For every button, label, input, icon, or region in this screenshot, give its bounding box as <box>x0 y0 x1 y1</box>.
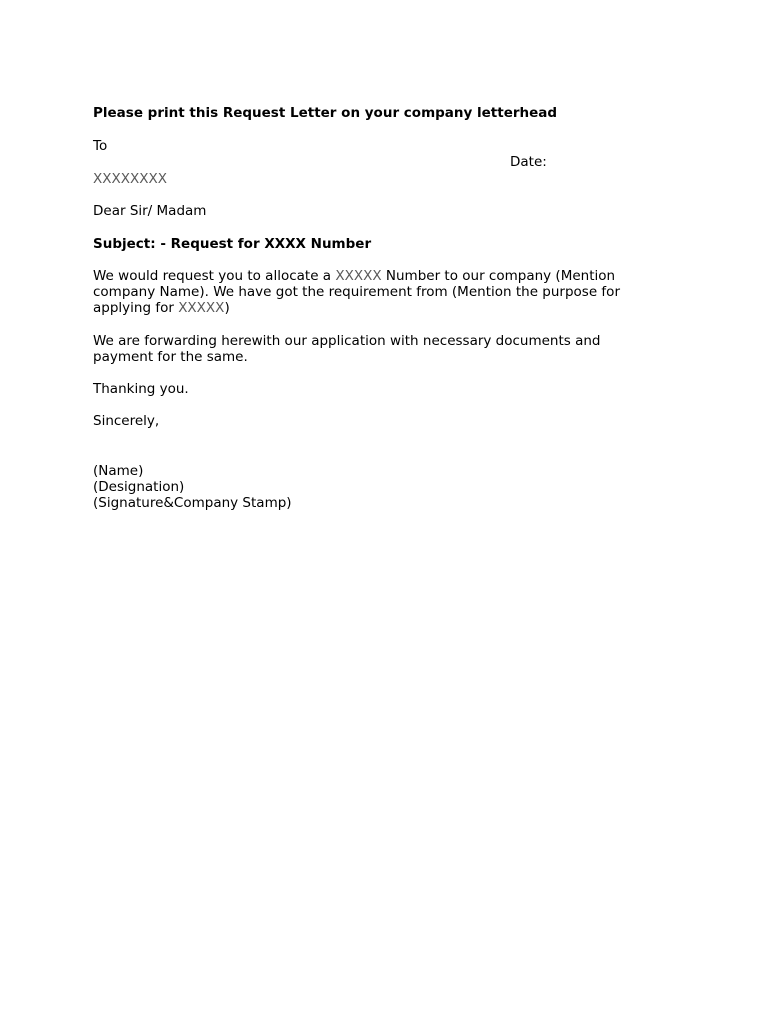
signature-name: (Name) <box>93 463 144 479</box>
closing-line: Sincerely, <box>93 413 160 429</box>
text-segment: We would request you to allocate a <box>93 268 336 284</box>
date-label: Date: <box>510 154 547 170</box>
thanks-line: Thanking you. <box>93 381 189 397</box>
text-segment: applying for <box>93 300 179 316</box>
body-paragraph-1-line-2: company Name). We have got the requirement from (Mention the purpose for <box>93 284 620 300</box>
body-paragraph-2-line-2: payment for the same. <box>93 349 248 365</box>
text-segment: Number to our company (Mention <box>381 268 616 284</box>
body-paragraph-2-line-1: We are forwarding herewith our application with necessary documents and <box>93 333 601 349</box>
instruction-heading: Please print this Request Letter on your company letterhead <box>93 105 558 121</box>
body-paragraph-1-line-1 <box>93 268 615 284</box>
to-label: To <box>93 138 108 154</box>
signature-stamp: (Signature&Company Stamp) <box>93 495 292 511</box>
placeholder-number: XXXXX <box>335 268 382 284</box>
subject-line: Subject: - Request for XXXX Number <box>93 236 372 252</box>
signature-designation: (Designation) <box>93 479 185 495</box>
recipient-placeholder: XXXXXXXX <box>93 171 167 187</box>
placeholder-number: XXXXX <box>178 300 225 316</box>
salutation: Dear Sir/ Madam <box>93 203 207 219</box>
body-paragraph-1-line-3 <box>93 300 230 316</box>
text-segment: ) <box>224 300 230 316</box>
